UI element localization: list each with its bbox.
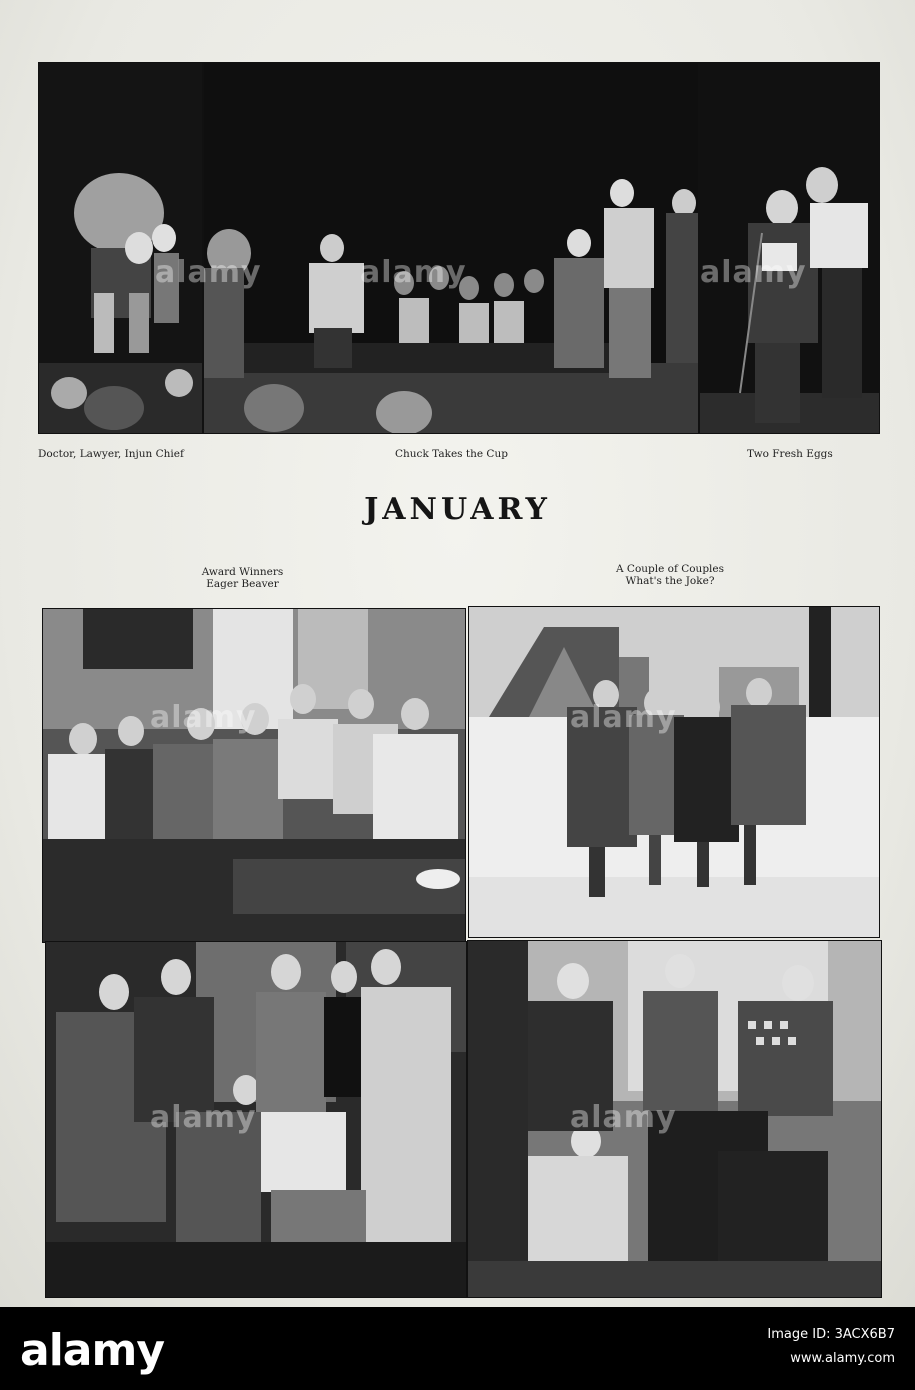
- watermark: alamy: [150, 700, 257, 735]
- photo-award-winners: [42, 608, 466, 943]
- caption-eager-beaver: Eager Beaver: [206, 578, 279, 590]
- watermark: alamy: [570, 1100, 677, 1135]
- caption-a-couple-of-couples: A Couple of Couples: [615, 563, 724, 575]
- brand-logo: alamy: [20, 1325, 164, 1376]
- watermark: alamy: [570, 700, 677, 735]
- watermark: alamy: [700, 255, 807, 290]
- caption-two-fresh-eggs: Two Fresh Eggs: [747, 448, 833, 460]
- caption-doctor-lawyer-injun-chief: Doctor, Lawyer, Injun Chief: [38, 448, 184, 460]
- page-title: JANUARY: [364, 492, 551, 527]
- photo-doctor-lawyer-injun-chief: [38, 62, 203, 434]
- caption-couples-joke: [600, 563, 740, 587]
- watermark: alamy: [360, 255, 467, 290]
- photo-a-couple-of-couples: [468, 606, 880, 938]
- photo-chuck-takes-the-cup: [203, 62, 699, 434]
- photo-whats-the-joke: [467, 940, 882, 1298]
- photo-two-fresh-eggs: [699, 62, 880, 434]
- footer-bar: [0, 1307, 915, 1390]
- photo-eager-beaver: [45, 941, 467, 1298]
- watermark: alamy: [150, 1100, 257, 1135]
- caption-chuck-takes-the-cup: Chuck Takes the Cup: [395, 448, 508, 460]
- site-url[interactable]: www.alamy.com: [790, 1351, 895, 1366]
- watermark: alamy: [155, 255, 262, 290]
- caption-whats-the-joke: What's the Joke?: [625, 575, 715, 587]
- caption-award-winners-eager-beaver: [180, 566, 305, 590]
- caption-award-winners: Award Winners: [201, 566, 284, 578]
- image-id: Image ID: 3ACX6B7: [767, 1327, 895, 1342]
